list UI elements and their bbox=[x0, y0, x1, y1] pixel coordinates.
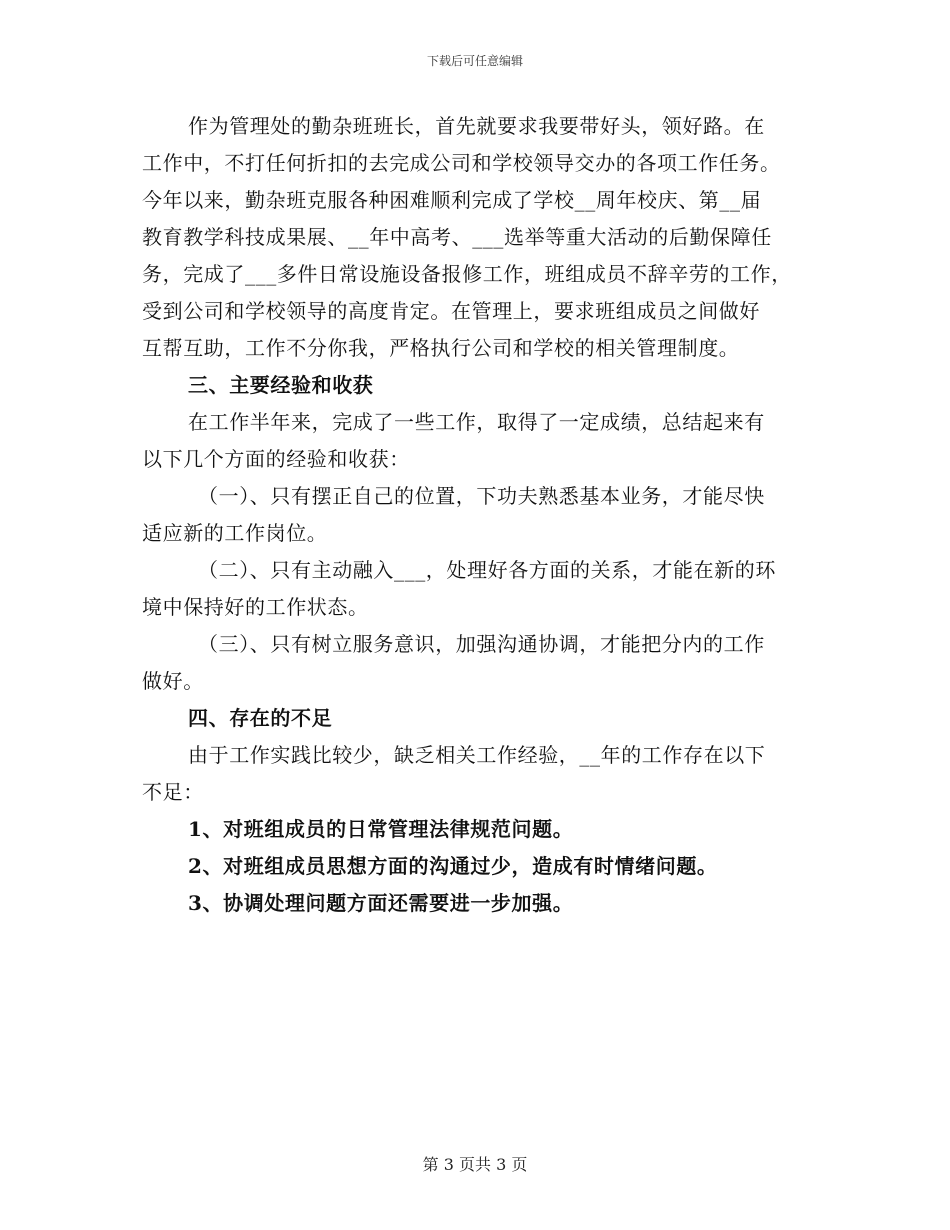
section-heading-experience bbox=[142, 367, 812, 404]
list-item: 3、协调处理问题方面还需要进一步加强。 bbox=[188, 891, 574, 915]
text-line: 做好。 bbox=[142, 669, 204, 693]
text-line: （二）、只有主动融入___，处理好各方面的关系，才能在新的环 bbox=[198, 558, 776, 582]
text-line: 今年以来，勤杂班克服各种困难顺利完成了学校__周年校庆、第__届 bbox=[142, 188, 762, 212]
heading-text: 四、存在的不足 bbox=[188, 706, 333, 730]
section-heading-shortcomings bbox=[142, 700, 812, 737]
text-line: 境中保持好的工作状态。 bbox=[142, 595, 369, 619]
page-number: 第 3 页共 3 页 bbox=[422, 1155, 528, 1174]
text-line: 不足： bbox=[142, 780, 204, 804]
text-line: 在工作半年来，完成了一些工作，取得了一定成绩，总结起来有 bbox=[188, 410, 765, 434]
text-line: （三）、只有树立服务意识，加强沟通协调，才能把分内的工作 bbox=[198, 632, 765, 656]
shortcomings-list bbox=[142, 811, 812, 922]
experience-item-1 bbox=[142, 478, 812, 552]
text-line: （一）、只有摆正自己的位置，下功夫熟悉基本业务，才能尽快 bbox=[198, 484, 765, 508]
text-line: 受到公司和学校领导的高度肯定。在管理上，要求班组成员之间做好 bbox=[142, 299, 760, 323]
text-line: 工作中，不打任何折扣的去完成公司和学校领导交办的各项工作任务。 bbox=[142, 151, 781, 175]
document-body bbox=[142, 108, 812, 922]
paragraph-team-work bbox=[142, 108, 812, 367]
text-line: 教育教学科技成果展、__年中高考、___选举等重大活动的后勤保障任 bbox=[142, 225, 772, 249]
text-line: 互帮互助，工作不分你我，严格执行公司和学校的相关管理制度。 bbox=[142, 336, 740, 360]
text-line: 适应新的工作岗位。 bbox=[142, 521, 328, 545]
experience-item-3 bbox=[142, 626, 812, 700]
text-line: 作为管理处的勤杂班班长，首先就要求我要带好头，领好路。在 bbox=[188, 114, 765, 138]
list-item: 1、对班组成员的日常管理法律规范问题。 bbox=[188, 817, 574, 841]
text-line: 务，完成了___多件日常设施设备报修工作，班组成员不辞辛劳的工作， bbox=[142, 262, 792, 286]
list-item: 2、对班组成员思想方面的沟通过少，造成有时情绪问题。 bbox=[188, 854, 718, 878]
header-note: 下载后可任意编辑 bbox=[426, 54, 523, 68]
experience-item-2 bbox=[142, 552, 812, 626]
heading-text: 三、主要经验和收获 bbox=[188, 373, 374, 397]
text-line: 以下几个方面的经验和收获： bbox=[142, 447, 410, 471]
paragraph-experience-intro bbox=[142, 404, 812, 478]
text-line: 由于工作实践比较少，缺乏相关工作经验，__年的工作存在以下 bbox=[188, 743, 766, 767]
paragraph-shortcomings-intro bbox=[142, 737, 812, 811]
